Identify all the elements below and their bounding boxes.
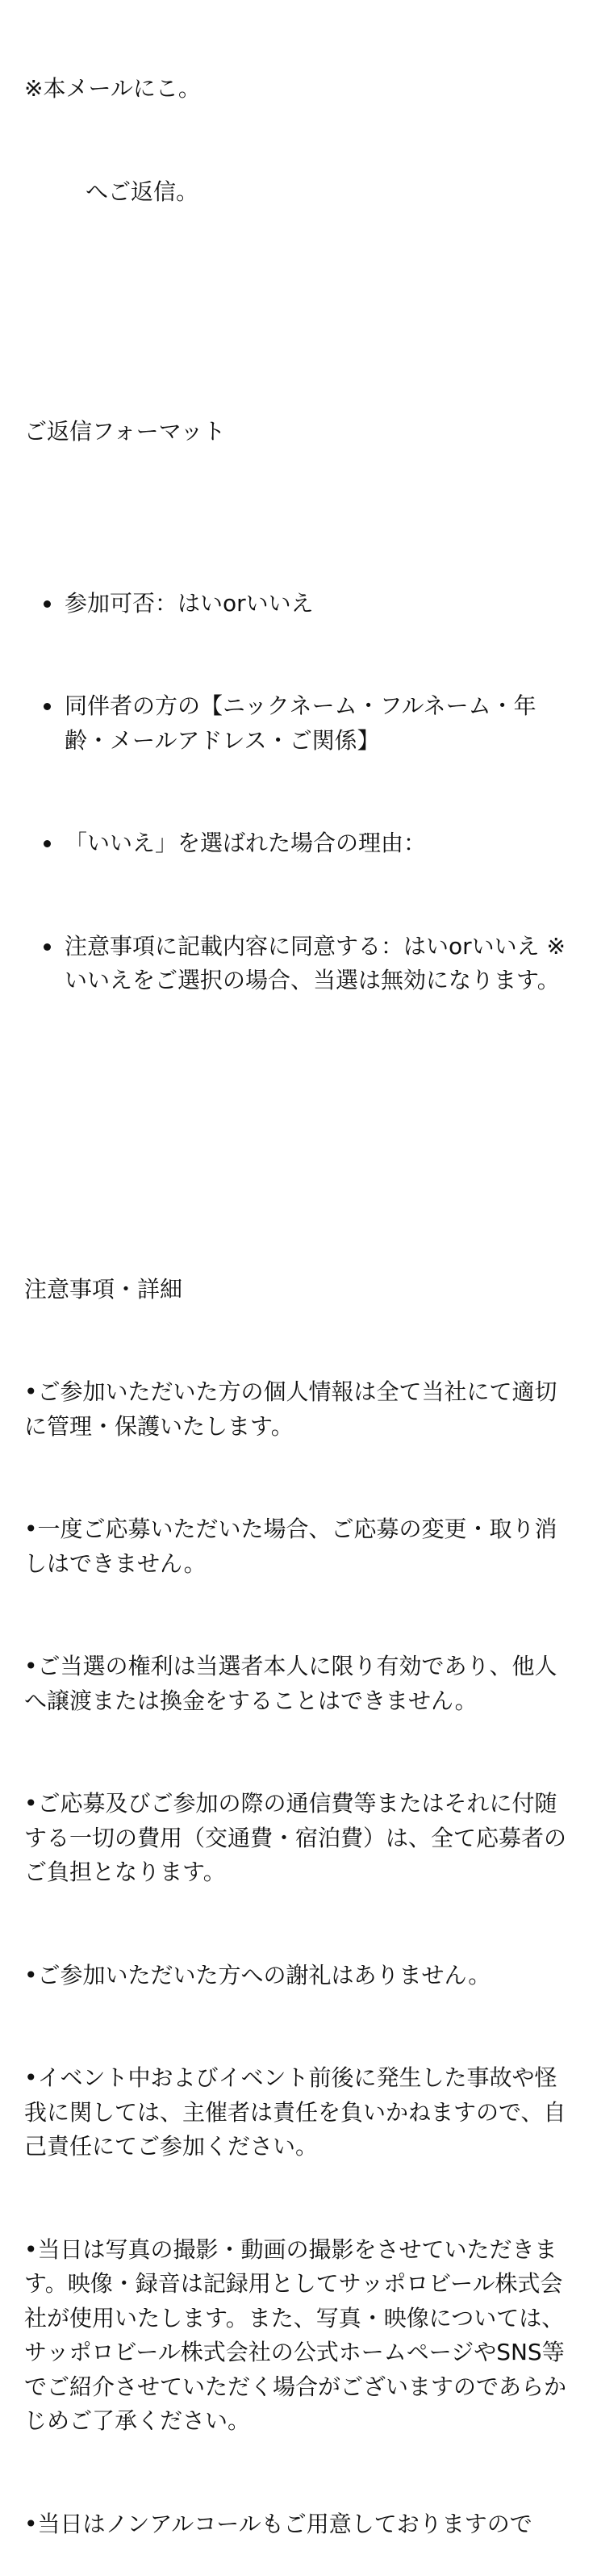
reply-instruction: へご返信。 <box>86 178 199 205</box>
spacer <box>24 1135 573 1170</box>
header-line: ※本メールにこ。 <box>24 75 201 102</box>
note-privacy: •ご参加いただいた方の個人情報は全て当社にて適切に管理・保護いたします。 <box>24 1378 557 1440</box>
format-item-agreement: 注意事項に記載内容に同意する：はいorいいえ ※いいえをご選択の場合、当選は無効になります。 <box>65 930 573 998</box>
note-no-cancel: •一度ご応募いただいた場合、ご応募の変更・取り消しはできません。 <box>24 1516 557 1577</box>
note-non-transferable: •ご当選の権利は当選者本人に限り有効であり、他人へ譲渡または換金をすることはできません。 <box>24 1653 557 1714</box>
note-photography: •当日は写真の撮影・動画の撮影をさせていただきます。映像・録音は記録用としてサッポロビール株式会社が使用いたします。また、写真・映像については、サッポロビール株式会社の公式ホームページやSNS等でご紹介させていただく場合がございますのであらかじめご了承ください。 <box>24 2235 567 2434</box>
spacer <box>24 278 573 312</box>
notes-title: 注意事項・詳細 <box>24 1275 183 1303</box>
format-list <box>24 518 573 1067</box>
format-item-participation: 参加可否：はいorいいえ <box>65 587 573 621</box>
note-liability: •イベント中およびイベント前後に発生した事故や怪我に関しては、主催者は責任を負いかねますので、自己責任にてご参加ください。 <box>24 2064 566 2160</box>
email-body <box>24 3 573 2576</box>
note-no-reward: •ご参加いただいた方への謝礼はありません。 <box>24 1961 491 1988</box>
format-item-companion: 同伴者の方の【ニックネーム・フルネーム・年齢・メールアドレス・ご関係】 <box>65 689 573 758</box>
note-non-alcohol: •当日はノンアルコールもご用意しておりますので <box>24 2510 532 2537</box>
format-item-reason: 「いいえ」を選ばれた場合の理由： <box>65 826 573 861</box>
note-costs: •ご応募及びご参加の際の通信費等またはそれに付随する一切の費用（交通費・宿泊費）は、全て応募者のご負担となります。 <box>24 1790 567 1885</box>
format-title: ご返信フォーマット <box>24 418 226 445</box>
